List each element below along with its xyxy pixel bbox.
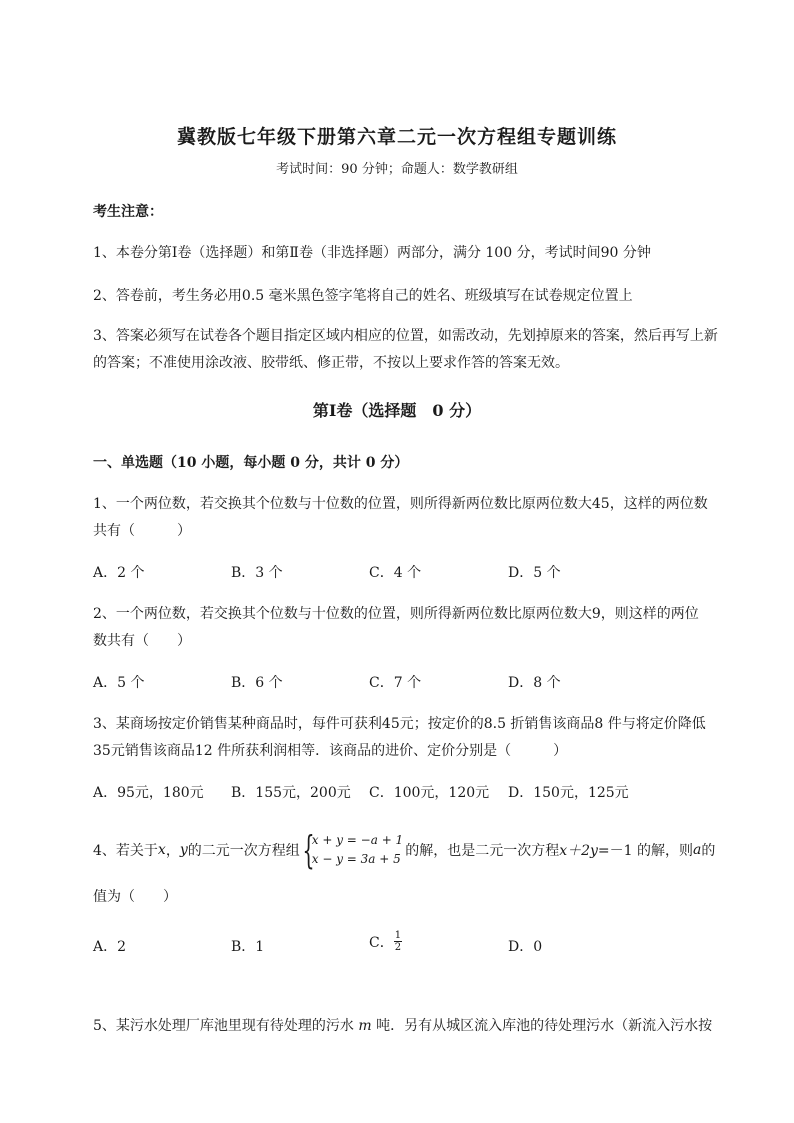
fraction-one-half <box>394 930 402 953</box>
q4-equation-rhs: =－1 的解，则 <box>597 843 694 859</box>
q4-after-system: 的解，也是二元一次方程 <box>405 843 560 859</box>
system-equation-2: x − y = 3a + 5 <box>311 852 401 866</box>
q1-option-a: A．2 个 <box>93 565 145 581</box>
q4-var-a: a <box>693 842 702 858</box>
q2-option-a: A．5 个 <box>93 675 145 691</box>
q1-option-c: C．4 个 <box>369 565 422 581</box>
q4-equation: x＋2y <box>559 843 598 859</box>
q4-option-a: A．2 <box>93 939 127 955</box>
q1-option-d: D．5 个 <box>508 565 561 581</box>
q4-suffix: 的 <box>701 843 716 859</box>
q4-option-c-label: C． <box>369 934 394 951</box>
q1-option-b: B．3 个 <box>231 565 283 581</box>
question-3-line-2: 35元销售该商品12 件所获利润相等．该商品的进价、定价分别是（ ） <box>93 743 568 759</box>
q3-option-b: B．155元，200元 <box>231 785 351 801</box>
question-2-line-1: 2、一个两位数，若交换其个位数与十位数的位置，则所得新两位数比原两位数大9，则这样的两位 <box>93 606 699 622</box>
notice-item-2: 2、答卷前，考生务必用0.5 毫米黑色签字笔将自己的姓名、班级填写在试卷规定位置上 <box>93 288 633 304</box>
part-heading: 一、单选题（10 小题，每小题 0 分，共计 0 分） <box>93 455 409 471</box>
q3-option-d: D．150元，125元 <box>508 785 629 801</box>
page-subtitle: 考试时间：90 分钟；命题人：数学教研组 <box>276 162 518 177</box>
q5-text-a: 5、某污水处理厂库池里现有待处理的污水 <box>93 1018 359 1034</box>
question-4-line-2: 值为（ ） <box>93 889 177 905</box>
section-title: 第Ⅰ卷（选择题 0 分） <box>312 401 482 420</box>
question-1-line-1: 1、一个两位数，若交换其个位数与十位数的位置，则所得新两位数比原两位数大45，这样的两位数 <box>93 496 708 512</box>
question-5-line-1 <box>93 1015 753 1035</box>
question-2-line-2: 数共有（ ） <box>93 633 191 649</box>
q4-option-b: B．1 <box>231 939 265 955</box>
system-equation-1: x + y = −a + 1 <box>311 833 404 847</box>
question-4-line-1 <box>93 828 715 872</box>
q3-option-c: C．100元，120元 <box>369 785 490 801</box>
fraction-denominator: 2 <box>394 942 402 953</box>
q4-mid: 的二元一次方程组 <box>187 843 300 859</box>
q4-var-y: y <box>179 842 188 858</box>
fraction-numerator: 1 <box>394 930 402 941</box>
q2-option-c: C．7 个 <box>369 675 422 691</box>
notice-item-1: 1、本卷分第Ⅰ卷（选择题）和第Ⅱ卷（非选择题）两部分，满分 100 分，考试时间90 分钟 <box>93 245 651 261</box>
question-1-line-2: 共有（ ） <box>93 523 191 539</box>
left-brace-icon: { <box>302 828 315 872</box>
q2-option-d: D．8 个 <box>508 675 561 691</box>
notice-item-3-line-1: 3、答案必须写在试卷各个题目指定区域内相应的位置，如需改动，先划掉原来的答案，然后再写上新 <box>93 328 718 344</box>
q4-comma: ， <box>165 843 180 859</box>
page-title: 冀教版七年级下册第六章二元一次方程组专题训练 <box>176 126 617 148</box>
q3-option-a: A．95元，180元 <box>93 785 204 801</box>
q4-var-x: x <box>157 842 166 858</box>
q4-option-c <box>369 930 402 953</box>
notice-item-3-line-2: 的答案；不准使用涂改液、胶带纸、修正带，不按以上要求作答的答案无效。 <box>93 355 569 371</box>
q5-var-m: m <box>358 1018 372 1034</box>
q4-option-d: D．0 <box>508 939 543 955</box>
equation-system <box>312 831 403 869</box>
question-3-line-1: 3、某商场按定价销售某种商品时，每件可获利45元；按定价的8.5 折销售该商品8 件与将定价降低 <box>93 716 706 732</box>
q5-text-b: 吨．另有从城区流入库池的待处理污水（新流入污水按 <box>371 1018 713 1034</box>
notice-heading: 考生注意： <box>93 204 163 220</box>
q2-option-b: B．6 个 <box>231 675 283 691</box>
q4-prefix: 4、若关于 <box>93 843 158 859</box>
